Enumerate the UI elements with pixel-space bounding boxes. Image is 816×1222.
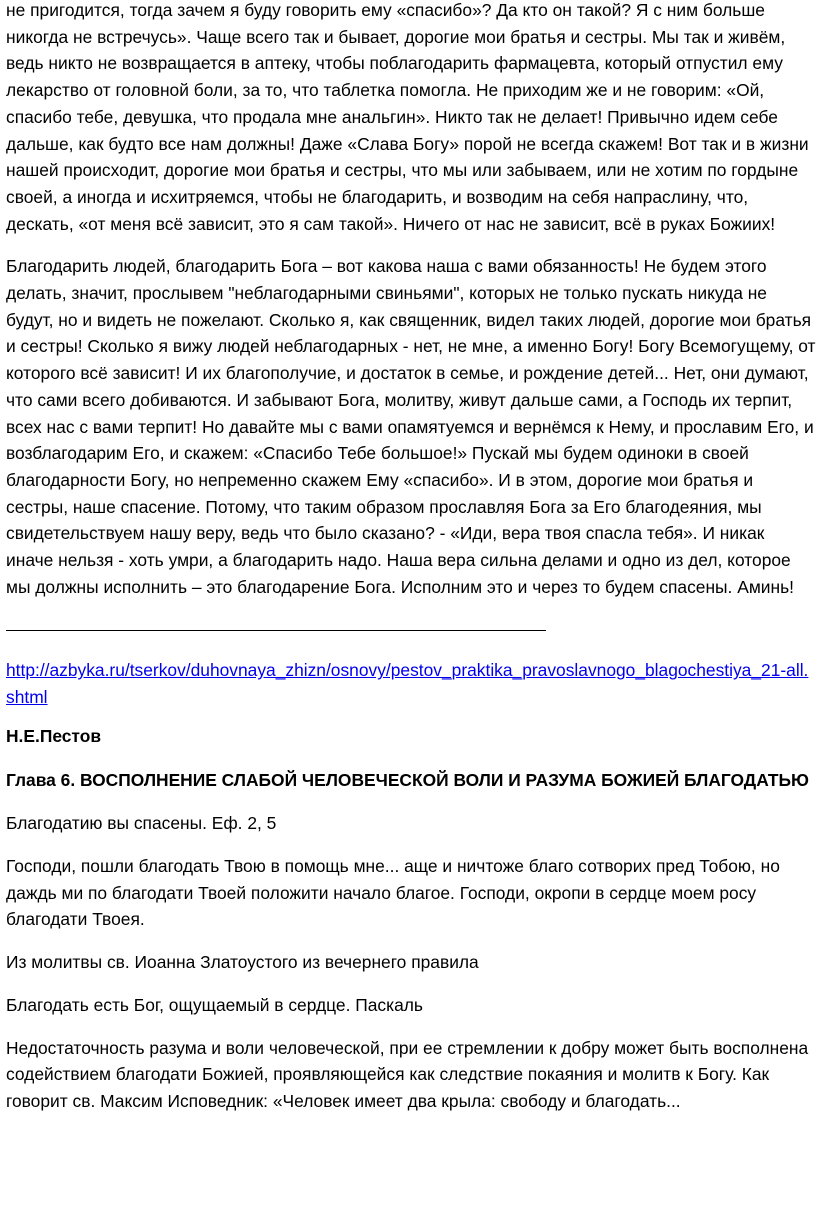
chapter-title: Глава 6. ВОСПОЛНЕНИЕ СЛАБОЙ ЧЕЛОВЕЧЕСКОЙ ВОЛИ И РАЗУМА БОЖИЕЙ БЛАГОДАТЬЮ: [6, 769, 809, 790]
prayer-source: Из молитвы св. Иоанна Златоустого из вечернего правила: [6, 952, 479, 973]
body-paragraph-2: Благодарить людей, благодарить Бога – вот какова наша с вами обязанность! Не будем этого делать, значит, прослывем "неблагодарными свиньями", которых не только пускать никуда не будут, но и видеть не пожелают. Сколько я, как священник, видел таких людей, дорогие мои братья и сестры! Сколько я вижу людей неблагодарных - нет, не мне, а именно Богу! Богу Всемогущему, от которого всё зависит! И их благополучие, и достаток в семье, и рождение детей... Нет, они думают, что сами всего добиваются. И забывают Бога, молитву, живут дальше сами, а Господь их терпит, всех нас с вами терпит! Но давайте мы с вами опамятуемся и вернёмся к Нему, и прославим Его, и возблагодарим Его, и скажем: «Спасибо Тебе большое!» Пускай мы будем одиноки в своей благодарности Богу, но непременно скажем Ему «спасибо». И в этом, дорогие мои братья и сестры, наше спасение. Потому, что таким образом прославляя Бога за Его благодеяния, мы свидетельствуем нашу веру, ведь что было сказано? - «Иди, вера твоя спасла тебя». И никак иначе нельзя - хоть умри, а благодарить надо. Наша вера сильна делами и одно из дел, которое мы должны исполнить – это благодарение Бога. Исполним это и через то будем спасены. Аминь!: [6, 256, 816, 597]
body-paragraph-1: не пригодится, тогда зачем я буду говорить ему «спасибо»? Да кто он такой? Я с ним больше никогда не встречусь». Чаще всего так и бывает, дорогие мои братья и сестры. Мы так и живём, ведь никто не возвращается в аптеку, чтобы поблагодарить фармацевта, который отпустил ему лекарство от головной боли, за то, что таблетка помогла. Не приходим же и не говорим: «Ой, спасибо тебе, девушка, что продала мне анальгин». Никто так не делает! Привычно идем себе дальше, как будто все нам должны! Даже «Слава Богу» порой не всегда скажем! Вот так и в жизни нашей происходит, дорогие мои братья и сестры, что мы или забываем, или не хотим по гордыне своей, а иногда и исхитряемся, чтобы не благодарить, и возводим на себя напраслину, что, дескать, «от меня всё зависит, это я сам такой». Ничего от нас не зависит, всё в руках Божиих!: [6, 0, 809, 234]
pascal-quote: Благодать есть Бог, ощущаемый в сердце. Паскаль: [6, 994, 423, 1015]
prayer-text: Господи, пошли благодать Твою в помощь мне... аще и ничтоже благо сотворих пред Тобою, но даждь ми по благодати Твоей положити начало благое. Господи, окропи в сердце моем росу благодати Твоея.: [6, 855, 780, 930]
epigraph: Благодатию вы спасены. Еф. 2, 5: [6, 813, 277, 834]
author-name: Н.Е.Пестов: [6, 725, 102, 746]
closing-paragraph: Недостаточность разума и воли человеческой, при ее стремлении к добру может быть восполнена содействием благодати Божией, проявляющейся как следствие покаяния и молитв к Богу. Как говорит св. Максим Исповедник: «Человек имеет два крыла: свободу и благодать...: [6, 1037, 809, 1111]
footnote-separator: [6, 630, 546, 631]
source-link[interactable]: http://azbyka.ru/tserkov/duhovnaya_zhizn/osnovy/pestov_praktika_pravoslavnogo_blagochestiya_21-all.shtml: [6, 660, 809, 708]
